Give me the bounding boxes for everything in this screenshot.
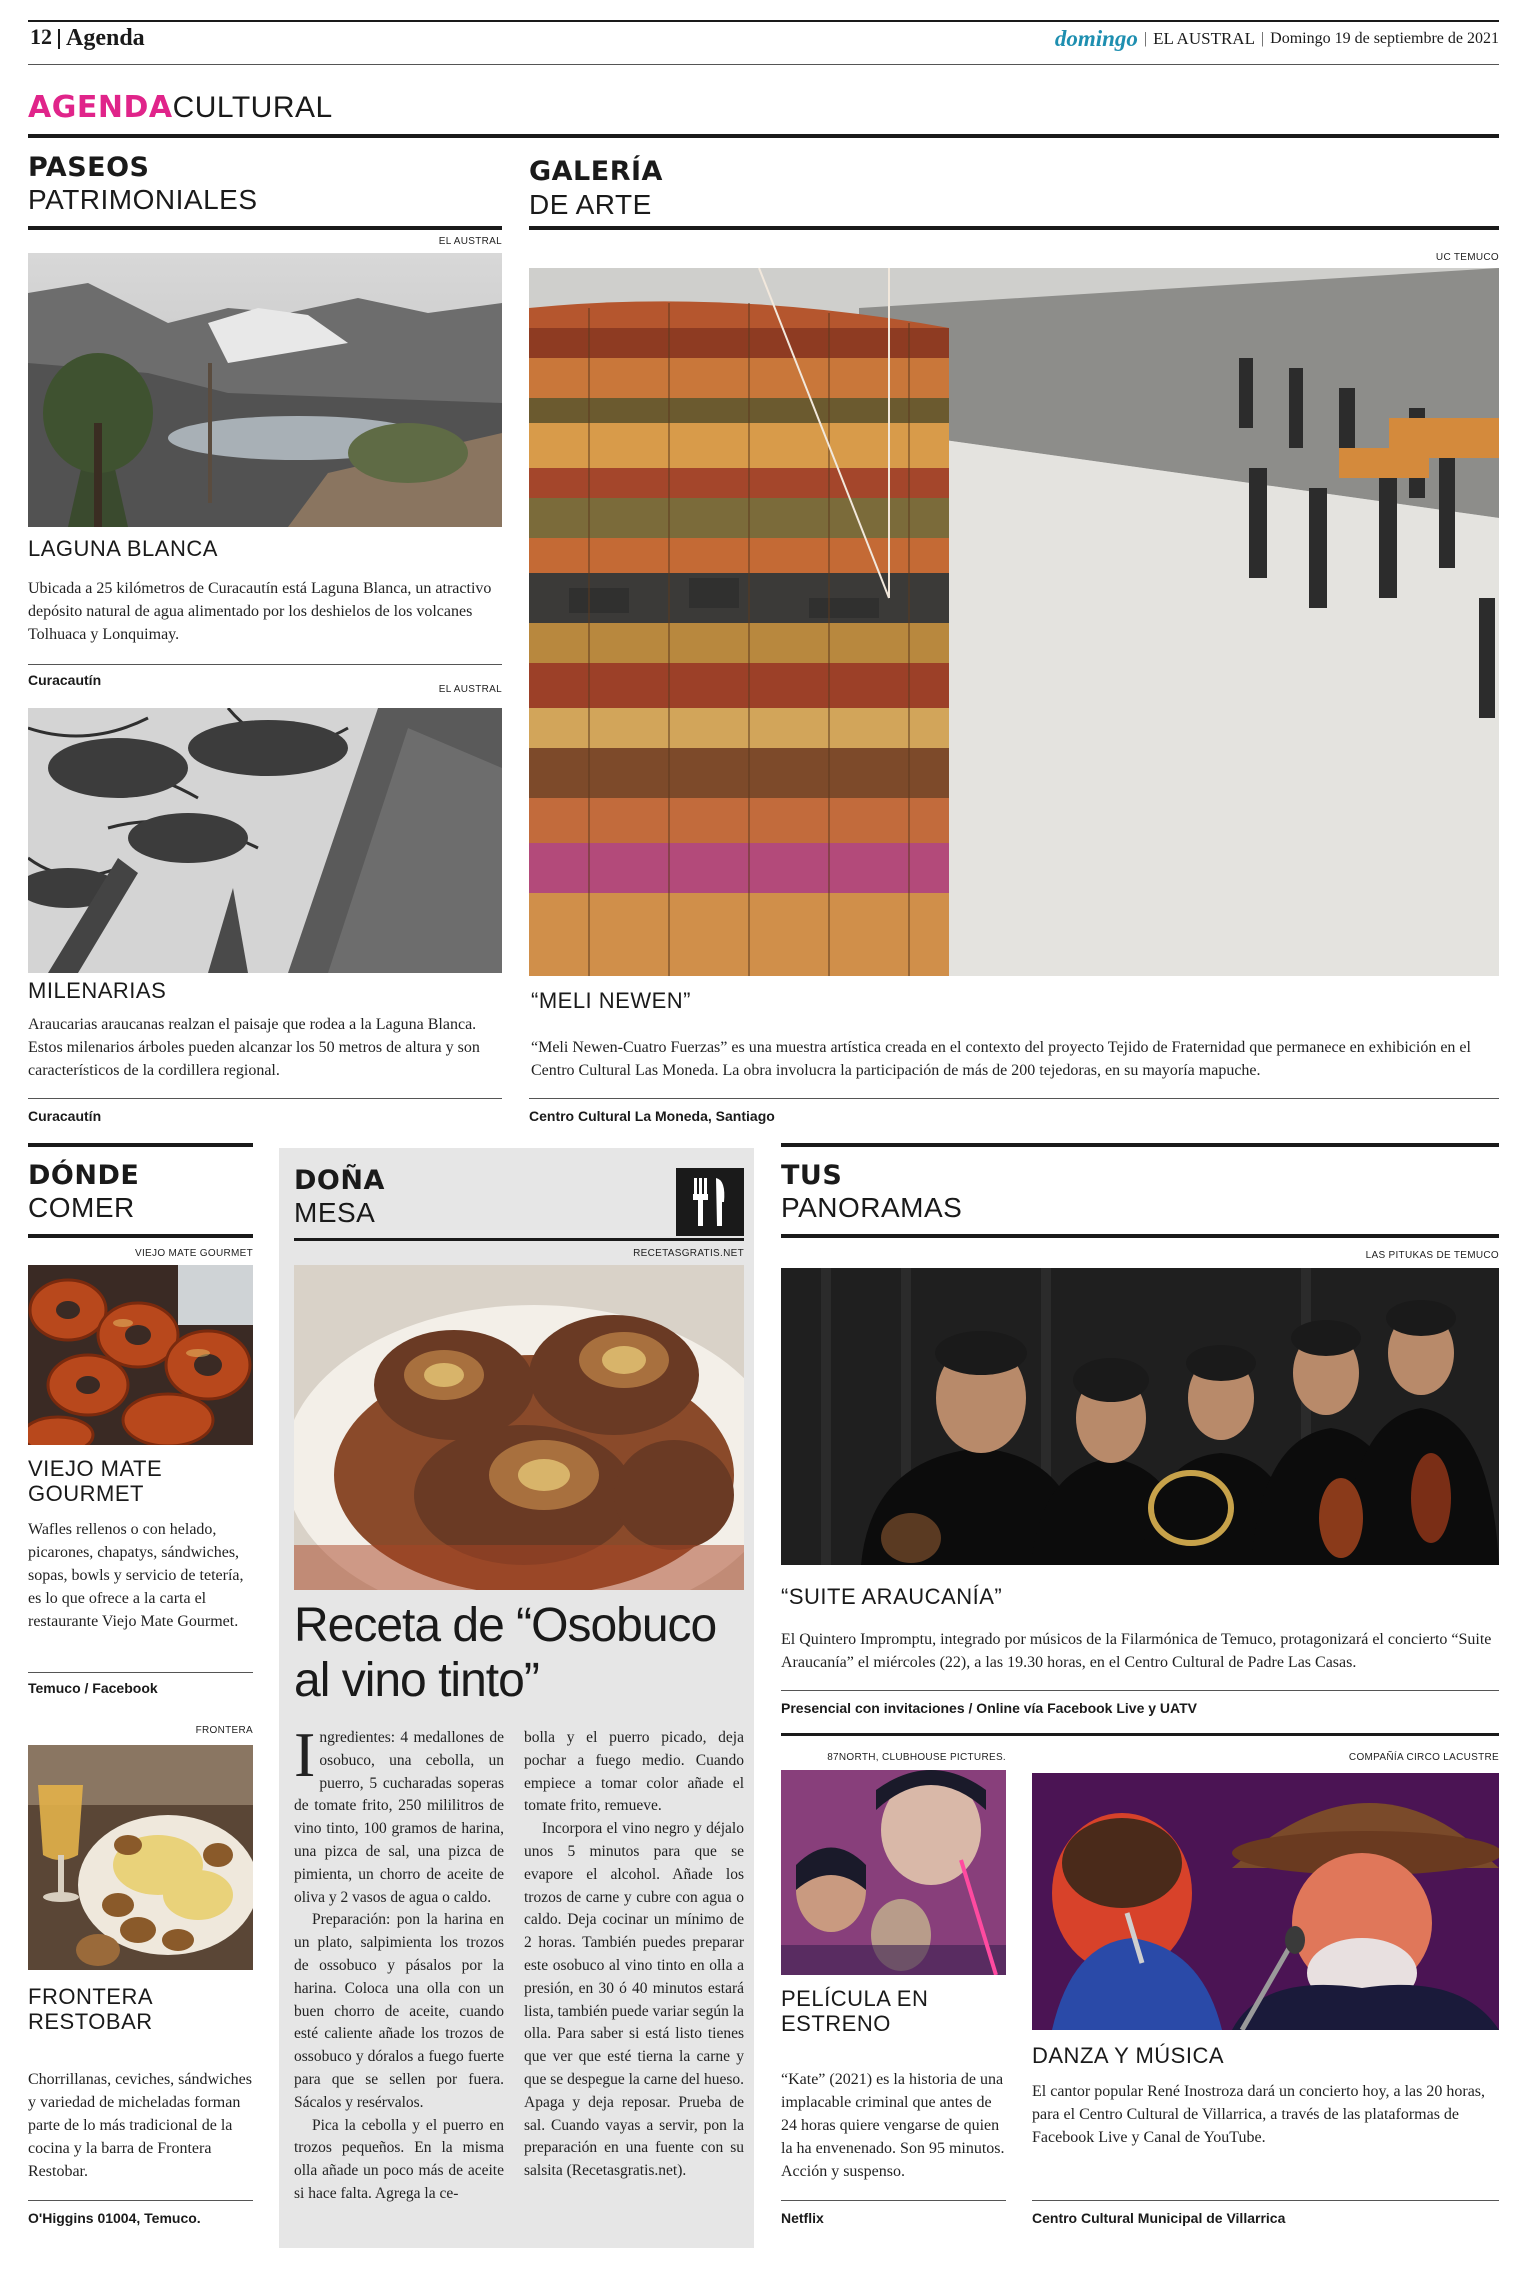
paseos-title-top: PASEOS [28, 152, 150, 183]
recipe-ingredients: ngredientes: 4 medallones de osobuco, una cebolla, un puerro, 5 cucharadas soperas de tomate frito, 250 mililitros de vino tinto, 100 gramos de harina, una pizca de sal, una pizca de pimienta, un chorro de aceite de oliva y 2 vasos de agua o caldo. [294, 1729, 504, 1906]
paseos-title-bottom: PATRIMONIALES [28, 184, 258, 215]
milenarias-credit: EL AUSTRAL [438, 684, 502, 695]
section-name: Agenda [66, 25, 145, 51]
galeria-body: “Meli Newen-Cuatro Fuerzas” es una muestra artística creada en el contexto del proyecto Tejido de Fraternidad que permanece en exhibición en el Centro Cultural Las Moneda. La obra involucra la participación de más de 200 tejedoras, en su mayoría mapuche. [531, 1039, 1471, 1079]
quintet-photo [781, 1268, 1499, 1565]
tus-title-bottom: PANORAMAS [781, 1192, 963, 1223]
page-number: 12 [30, 24, 52, 49]
supplement-logo: domingo [1054, 26, 1138, 51]
rene-inostroza-photo [1032, 1773, 1499, 2030]
laguna-credit: EL AUSTRAL [438, 236, 502, 247]
pelicula-location: Netflix [781, 2210, 824, 2226]
agenda-suffix: CULTURAL [172, 91, 333, 124]
laguna-body: Ubicada a 25 kilómetros de Curacautín está Laguna Blanca, un atractivo depósito natural de agua alimentado por los deshielos de los volcanes Tolhuaca y Lonquimay. [28, 580, 492, 643]
recipe-step-4: bolla y el puerro picado, deja pochar a fuego medio. Cuando empiece a tomar color añade el tomate frito, remueve. [524, 1729, 744, 1815]
agenda-cultural-title [28, 90, 333, 125]
newspaper-name: EL AUSTRAL [1153, 29, 1255, 48]
header-right: domingo | EL AUSTRAL | Domingo 19 de septiembre de 2021 [1054, 26, 1499, 51]
suite-credit: LAS PITUKAS DE TEMUCO [1365, 1250, 1499, 1261]
suite-body: El Quintero Impromptu, integrado por músicos de la Filarmónica de Temuco, protagonizará el concierto “Suite Araucanía” el miércoles (22), a las 19.30 horas, en el Centro Cultural de Padre Las Casas. [781, 1631, 1492, 1671]
viejo-mate-credit: VIEJO MATE GOURMET [135, 1248, 253, 1259]
fork-knife-icon [676, 1168, 744, 1236]
drop-cap: I [294, 1719, 316, 1790]
dona-title-top: DOÑA [294, 1165, 385, 1196]
viejo-mate-location: Temuco / Facebook [28, 1680, 158, 1696]
galeria-title-top: GALERÍA [529, 156, 663, 187]
viejo-mate-body: Wafles rellenos o con helado, picarones, chapatys, sándwiches, sopas, bowls y servicio de tetería, es lo que ofrece a la carta el restaurante Viejo Mate Gourmet. [28, 1521, 244, 1630]
danza-location: Centro Cultural Municipal de Villarrica [1032, 2210, 1286, 2226]
danza-body: El cantor popular René Inostroza dará un concierto hoy, a las 20 horas, para el Centro Cultural de Villarrica, a través de las plataformas de Facebook Live y Canal de YouTube. [1032, 2083, 1486, 2146]
frontera-title: FRONTERA RESTOBAR [28, 1984, 153, 2034]
donde-title-top: DÓNDE [28, 1160, 140, 1191]
milenarias-location: Curacautín [28, 1108, 102, 1124]
danza-credit: COMPAÑÍA CIRCO LACUSTRE [1348, 1752, 1499, 1763]
milenarias-title: MILENARIAS [28, 978, 167, 1003]
frontera-body: Chorrillanas, ceviches, sándwiches y variedad de micheladas forman parte de lo más tradicional de la cocina y la barra de Frontera Restobar. [28, 2071, 252, 2180]
frontera-photo [28, 1745, 253, 1970]
osobuco-photo [294, 1265, 744, 1590]
frontera-location: O'Higgins 01004, Temuco. [28, 2210, 201, 2226]
laguna-location: Curacautín [28, 672, 102, 688]
danza-title: DANZA Y MÚSICA [1032, 2043, 1225, 2068]
galeria-title: “MELI NEWEN” [531, 988, 691, 1013]
meli-newen-photo [529, 268, 1499, 976]
header-divider [58, 29, 60, 49]
dona-credit: RECETASGRATIS.NET [633, 1248, 744, 1259]
header-date: Domingo 19 de septiembre de 2021 [1270, 30, 1499, 47]
frontera-credit: FRONTERA [195, 1725, 253, 1736]
agenda-prefix: AGENDA [28, 90, 173, 125]
milenarias-body: Araucarias araucanas realzan el paisaje que rodea a la Laguna Blanca. Estos milenarios árboles pueden alcanzar los 50 metros de altura y son característicos de la cordillera regional. [28, 1016, 480, 1079]
kate-poster-photo [781, 1770, 1006, 1975]
donde-title-bottom: COMER [28, 1192, 135, 1223]
galeria-location: Centro Cultural La Moneda, Santiago [529, 1108, 775, 1124]
viejo-mate-title: VIEJO MATE GOURMET [28, 1456, 163, 1506]
suite-location: Presencial con invitaciones / Online vía Facebook Live y UATV [781, 1700, 1197, 1716]
laguna-blanca-photo [28, 253, 502, 527]
pelicula-credit: 87NORTH, CLUBHOUSE PICTURES. [827, 1752, 1006, 1763]
picarones-photo [28, 1265, 253, 1445]
recipe-col1 [294, 1719, 504, 2206]
araucarias-photo [28, 708, 502, 973]
galeria-credit: UC TEMUCO [1435, 252, 1499, 263]
dona-title-bottom: MESA [294, 1197, 376, 1228]
recipe-preparation: Preparación: pon la harina en un plato, salpimienta los trozos de ossobuco y pásalos por la harina. Coloca una olla con un buen chorro de aceite, cuando esté caliente añade los trozos de ossobuco y dóralos a fuego fuerte para que se sellen por fuera. Sácalos y resérvalos. [294, 1911, 504, 2111]
tus-title-top: TUS [781, 1160, 843, 1191]
pelicula-body: “Kate” (2021) es la historia de una implacable criminal que antes de 24 horas quiere vengarse de quien la ha envenenado. Son 95 minutos. Acción y suspenso. [781, 2071, 1005, 2180]
laguna-title: LAGUNA BLANCA [28, 536, 218, 561]
galeria-title-bottom: DE ARTE [529, 189, 652, 220]
suite-title: “SUITE ARAUCANÍA” [781, 1584, 1003, 1609]
recipe-step-5: Incorpora el vino negro y déjalo unos 5 minutos para que se evapore el alcohol. Añade los trozos de carne y cubre con agua o caldo. Deja cocinar un mínimo de 2 horas. También puedes preparar este osobuco al vino tinto en olla a presión, en 30 ó 40 minutos estará lista, también puede variar según la olla. Para saber si está listo tienes que ver que esté tierna la carne y que se despegue la carne del hueso. Apaga y deja reposar. Prueba de sal. Cuando vayas a servir, pon la preparación en una fuente con su salsita (Recetasgratis.net). [524, 1820, 744, 2180]
recipe-step-3: Pica la cebolla y el puerro en trozos pequeños. En la misma olla añade un poco más de aceite si hace falta. Agrega la ce- [294, 2116, 504, 2202]
recipe-col2 [524, 1727, 744, 2183]
pelicula-title: PELÍCULA EN ESTRENO [781, 1986, 929, 2036]
recipe-headline: Receta de “Osobuco al vino tinto” [294, 1599, 717, 1707]
